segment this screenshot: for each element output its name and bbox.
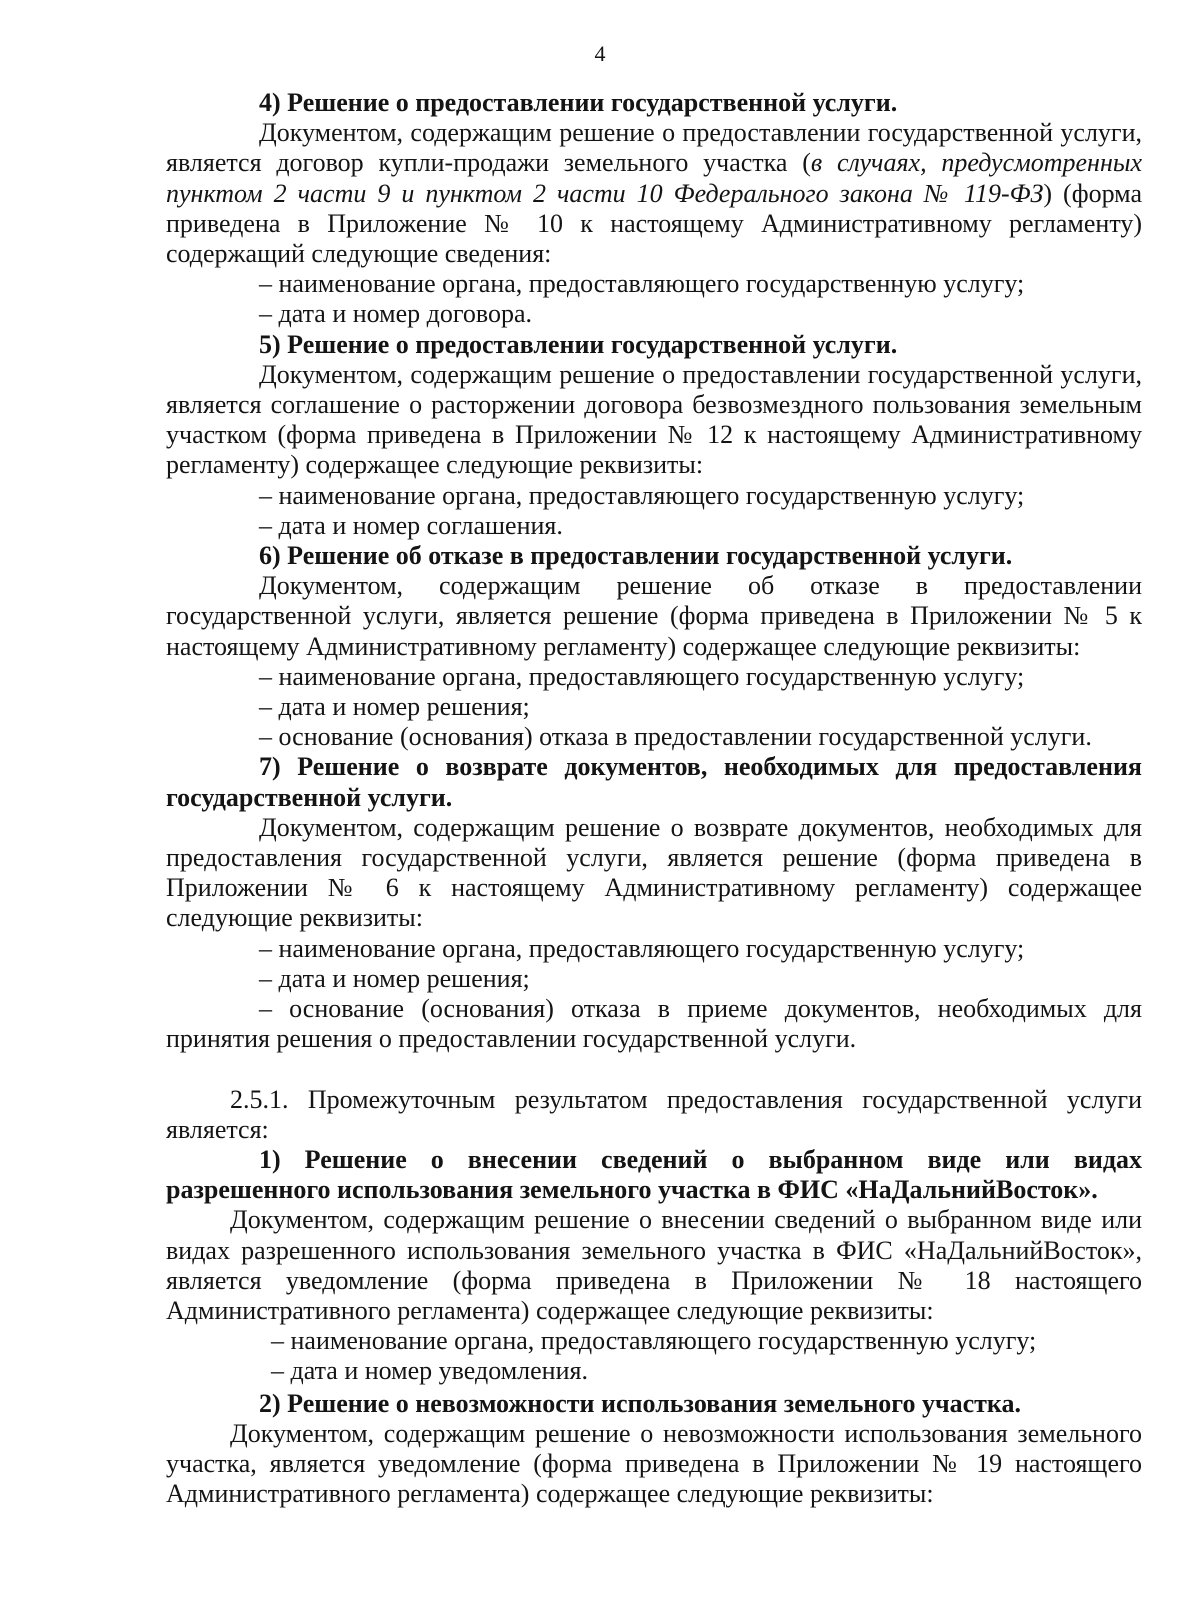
list-item: – дата и номер уведомления. <box>271 1356 588 1386</box>
list-item: – основание (основания) отказа в предоставлении государственной услуги. <box>259 722 1092 752</box>
section-heading: 2) Решение о невозможности использования земельного участка. <box>259 1388 1022 1418</box>
list-item: – дата и номер соглашения. <box>259 510 563 540</box>
paragraph-text: ) (форма приведена в Приложение № 10 к настоящему Административному регламенту) содержащий следующие сведения: <box>166 178 1142 269</box>
paragraph: Документом, содержащим решение об отказе в предоставлении государственной услуги, является решение (форма приведена в Приложении № 5 к настоящему Административному регламенту) содержащее следующие реквизиты: <box>166 571 1142 661</box>
list-item: – основание (основания) отказа в приеме документов, необходимых для принятия решения о предоставлении государственной услуги. <box>166 994 1142 1054</box>
page-number: 4 <box>594 41 606 66</box>
section-heading: 7) Решение о возврате документов, необходимых для предоставления государственной услуги. <box>166 752 1142 812</box>
section-heading: 4) Решение о предоставлении государственной услуги. <box>259 88 898 117</box>
paragraph: Документом, содержащим решение о возврате документов, необходимых для предоставления государственной услуги, является решение (форма приведена в Приложении № 6 к настоящему Административному регламенту) содержащее следующие реквизиты: <box>166 812 1142 933</box>
paragraph: Документом, содержащим решение о внесении сведений о выбранном виде или видах разрешенного использования земельного участка в ФИС «НаДальнийВосток», является уведомление (форма приведена в Приложении № 18 настоящего Административного регламента) содержащее следующие реквизиты: <box>166 1205 1142 1325</box>
subsection-paragraph: 2.5.1. Промежуточным результатом предоставления государственной услуги является: <box>166 1084 1142 1144</box>
paragraph-text: Документом, содержащим решение о предоставлении государственной услуги, является договор купли-продажи земельного участка ( <box>166 118 1142 178</box>
italic-reference: в случаях, предусмотренных пунктом 2 части 9 и пунктом 2 части 10 Федерального закона № 119-ФЗ <box>166 148 1142 208</box>
list-item: – наименование органа, предоставляющего государственную услугу; <box>259 480 1025 510</box>
spacer <box>166 1055 1142 1085</box>
list-item: – дата и номер решения; <box>259 963 530 993</box>
section-heading: 6) Решение об отказе в предоставлении государственной услуги. <box>259 541 1013 571</box>
section-heading: 5) Решение о предоставлении государственной услуги. <box>259 329 898 359</box>
list-item: – дата и номер решения; <box>259 692 530 722</box>
list-item: – дата и номер договора. <box>259 299 533 329</box>
paragraph: Документом, содержащим решение о невозможности использования земельного участка, является уведомление (форма приведена в Приложении № 19 настоящего Административного регламента) содержащее следующие реквизиты: <box>166 1418 1142 1509</box>
paragraph <box>166 118 1142 269</box>
paragraph: Документом, содержащим решение о предоставлении государственной услуги, является соглашение о расторжении договора безвозмездного пользования земельным участком (форма приведена в Приложении № 12 к настоящему Административному регламенту) содержащее следующие реквизиты: <box>166 359 1142 480</box>
list-item: – наименование органа, предоставляющего государственную услугу; <box>259 661 1025 691</box>
section-heading: 1) Решение о внесении сведений о выбранном виде или видах разрешенного использования земельного участка в ФИС «НаДальнийВосток». <box>166 1144 1142 1205</box>
list-item: – наименование органа, предоставляющего государственную услугу; <box>271 1326 1037 1356</box>
document-body <box>166 88 1142 1509</box>
list-item: – наименование органа, предоставляющего государственную услугу; <box>259 269 1025 299</box>
list-item: – наименование органа, предоставляющего государственную услугу; <box>259 933 1025 963</box>
